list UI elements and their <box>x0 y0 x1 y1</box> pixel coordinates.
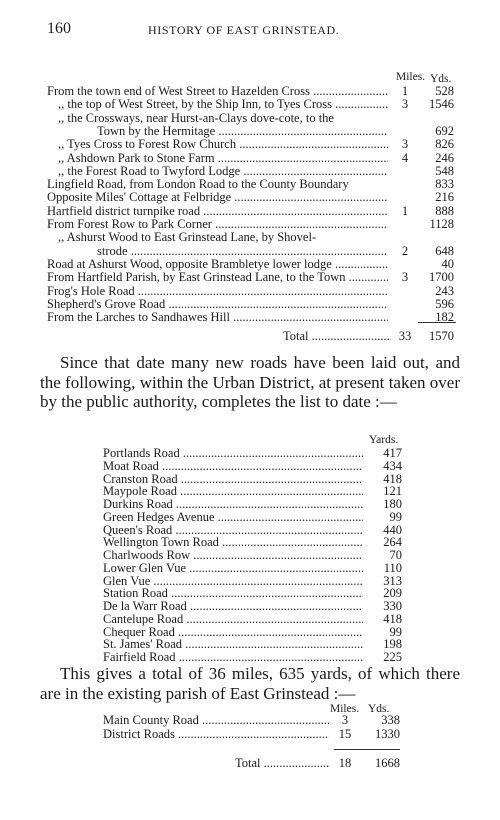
total-label: Total ..... <box>283 329 391 344</box>
row-yards: 121 <box>383 484 402 499</box>
row-yards: 246 <box>435 150 454 165</box>
row-yards: 833 <box>435 177 454 192</box>
row-yards: 1546 <box>429 97 454 112</box>
row-miles: 3 <box>341 713 349 727</box>
total-yards: 1570 <box>429 329 454 343</box>
row-yards: 548 <box>435 163 454 178</box>
row-miles: 3 <box>401 97 409 112</box>
total-miles: 33 <box>398 329 412 343</box>
row-yards: 330 <box>383 599 402 613</box>
row-label: Frog's Hole Road ..... <box>47 284 388 299</box>
row-yards: 110 <box>383 560 402 575</box>
row-label: strode ..... <box>97 244 388 259</box>
row-yards: 338 <box>381 713 400 727</box>
table-row <box>0 650 500 664</box>
yards-column-header: Yards. <box>369 434 399 446</box>
row-label: De la Warr Road ..... <box>103 599 363 614</box>
row-label: Station Road ..... <box>103 586 363 601</box>
row-label: Road at Ashurst Wood, opposite Brambletye lower lodge ..... <box>47 257 388 272</box>
paragraph-new-roads: Since that date many new roads have been laid out, and the following, within the Urban District, at present taken over by the public authority, completes the list to date :— <box>40 353 460 411</box>
total-rule <box>418 322 456 323</box>
miles-column-header: Miles. <box>396 71 426 83</box>
row-yards: 418 <box>383 611 402 626</box>
row-label: Shepherd's Grove Road ..... <box>47 297 388 312</box>
total-row <box>0 756 500 771</box>
row-yards: 1128 <box>429 217 454 231</box>
row-label: From the Larches to Sandhawes Hill ..... <box>47 310 388 325</box>
row-label: District Roads ..... <box>103 727 329 742</box>
row-yards: 434 <box>383 458 402 473</box>
total-yards: 1668 <box>375 756 400 770</box>
row-miles: 4 <box>401 150 409 165</box>
row-label: Hartfield district turnpike road ..... <box>47 204 388 219</box>
row-label: ,, Tyes Cross to Forest Row Church ..... <box>58 137 388 152</box>
row-label: Portlands Road ..... <box>103 446 363 461</box>
total-label: Total ..... <box>235 756 329 771</box>
row-yards: 99 <box>389 624 402 639</box>
row-label: Lower Glen Vue ..... <box>103 561 363 576</box>
row-label: St. James' Road ..... <box>103 637 363 652</box>
row-label: ,, Ashdown Park to Stone Farm ..... <box>58 151 388 166</box>
row-yards: 209 <box>383 586 402 601</box>
row-label: Opposite Miles' Cottage at Felbridge ..... <box>47 190 388 205</box>
row-yards: 888 <box>435 203 454 218</box>
row-miles: 2 <box>401 243 409 258</box>
row-yards: 648 <box>435 243 454 258</box>
row-label: Main County Road ..... <box>103 713 329 728</box>
row-miles: 1 <box>401 84 409 98</box>
row-yards: 826 <box>435 137 454 152</box>
row-yards: 70 <box>389 548 402 562</box>
row-label: Town by the Hermitage ..... <box>97 124 388 139</box>
row-label: Glen Vue ..... <box>103 574 363 589</box>
yards-column-header: Yds. <box>368 703 390 715</box>
row-yards: 243 <box>435 283 454 298</box>
total-rule <box>334 749 400 750</box>
row-label: Moat Road ..... <box>103 459 363 474</box>
row-label: ,, Ashurst Wood to East Grinstead Lane, by Shovel- <box>58 230 317 245</box>
total-miles: 18 <box>338 756 352 770</box>
running-title: HISTORY OF EAST GRINSTEAD. <box>148 23 340 37</box>
row-yards: 1330 <box>375 727 400 741</box>
row-miles: 3 <box>401 270 409 285</box>
row-label: Cranston Road ..... <box>103 472 363 487</box>
row-yards: 1700 <box>429 270 454 285</box>
row-label: Green Hedges Avenue ..... <box>103 510 363 525</box>
row-yards: 440 <box>383 522 402 537</box>
total-row <box>0 329 500 344</box>
row-yards: 418 <box>383 471 402 486</box>
row-yards: 596 <box>435 296 454 311</box>
row-yards: 313 <box>383 573 402 588</box>
row-yards: 264 <box>383 535 402 550</box>
row-yards: 417 <box>383 446 402 460</box>
row-label: From Forest Row to Park Corner ..... <box>47 217 388 232</box>
table-row <box>0 713 500 728</box>
page-number: 160 <box>47 20 71 37</box>
row-label: Durkins Road ..... <box>103 497 363 512</box>
row-label: Chequer Road ..... <box>103 625 363 640</box>
row-yards: 528 <box>435 84 454 98</box>
row-label: Fairfield Road ..... <box>103 650 363 665</box>
row-miles: 15 <box>338 727 352 741</box>
row-miles: 1 <box>401 203 409 218</box>
row-label: ,, the top of West Street, by the Ship Inn, to Tyes Cross ..... <box>58 97 388 112</box>
row-label: Lingfield Road, from London Road to the County Boundary <box>47 177 349 192</box>
yards-column-header: Yds. <box>430 73 452 85</box>
row-label: Maypole Road ..... <box>103 484 363 499</box>
paragraph-total: This gives a total of 36 miles, 635 yards, of which there are in the existing parish of East Grinstead :— <box>40 664 460 703</box>
row-label: Charlwoods Row ..... <box>103 548 363 563</box>
row-label: Cantelupe Road ..... <box>103 612 363 627</box>
row-yards: 180 <box>383 497 402 511</box>
row-label: From Hartfield Parish, by East Grinstead Lane, to the Town ..... <box>47 270 388 285</box>
row-label: ,, the Forest Road to Twyford Lodge ..... <box>58 164 388 179</box>
row-yards: 99 <box>389 509 402 524</box>
row-yards: 216 <box>435 190 454 205</box>
row-yards: 40 <box>441 256 454 271</box>
row-yards: 182 <box>435 310 454 325</box>
table-row <box>0 727 500 742</box>
row-label: ,, the Crossways, near Hurst-an-Clays dove-cote, to the <box>58 110 334 125</box>
row-label: From the town end of West Street to Hazelden Cross ..... <box>47 84 388 99</box>
row-yards: 225 <box>383 650 402 664</box>
row-miles: 3 <box>401 137 409 152</box>
row-label: Queen's Road ..... <box>103 523 363 538</box>
row-label: Wellington Town Road ..... <box>103 535 363 550</box>
row-yards: 198 <box>383 637 402 652</box>
miles-column-header: Miles. <box>330 703 360 715</box>
row-yards: 692 <box>435 123 454 138</box>
